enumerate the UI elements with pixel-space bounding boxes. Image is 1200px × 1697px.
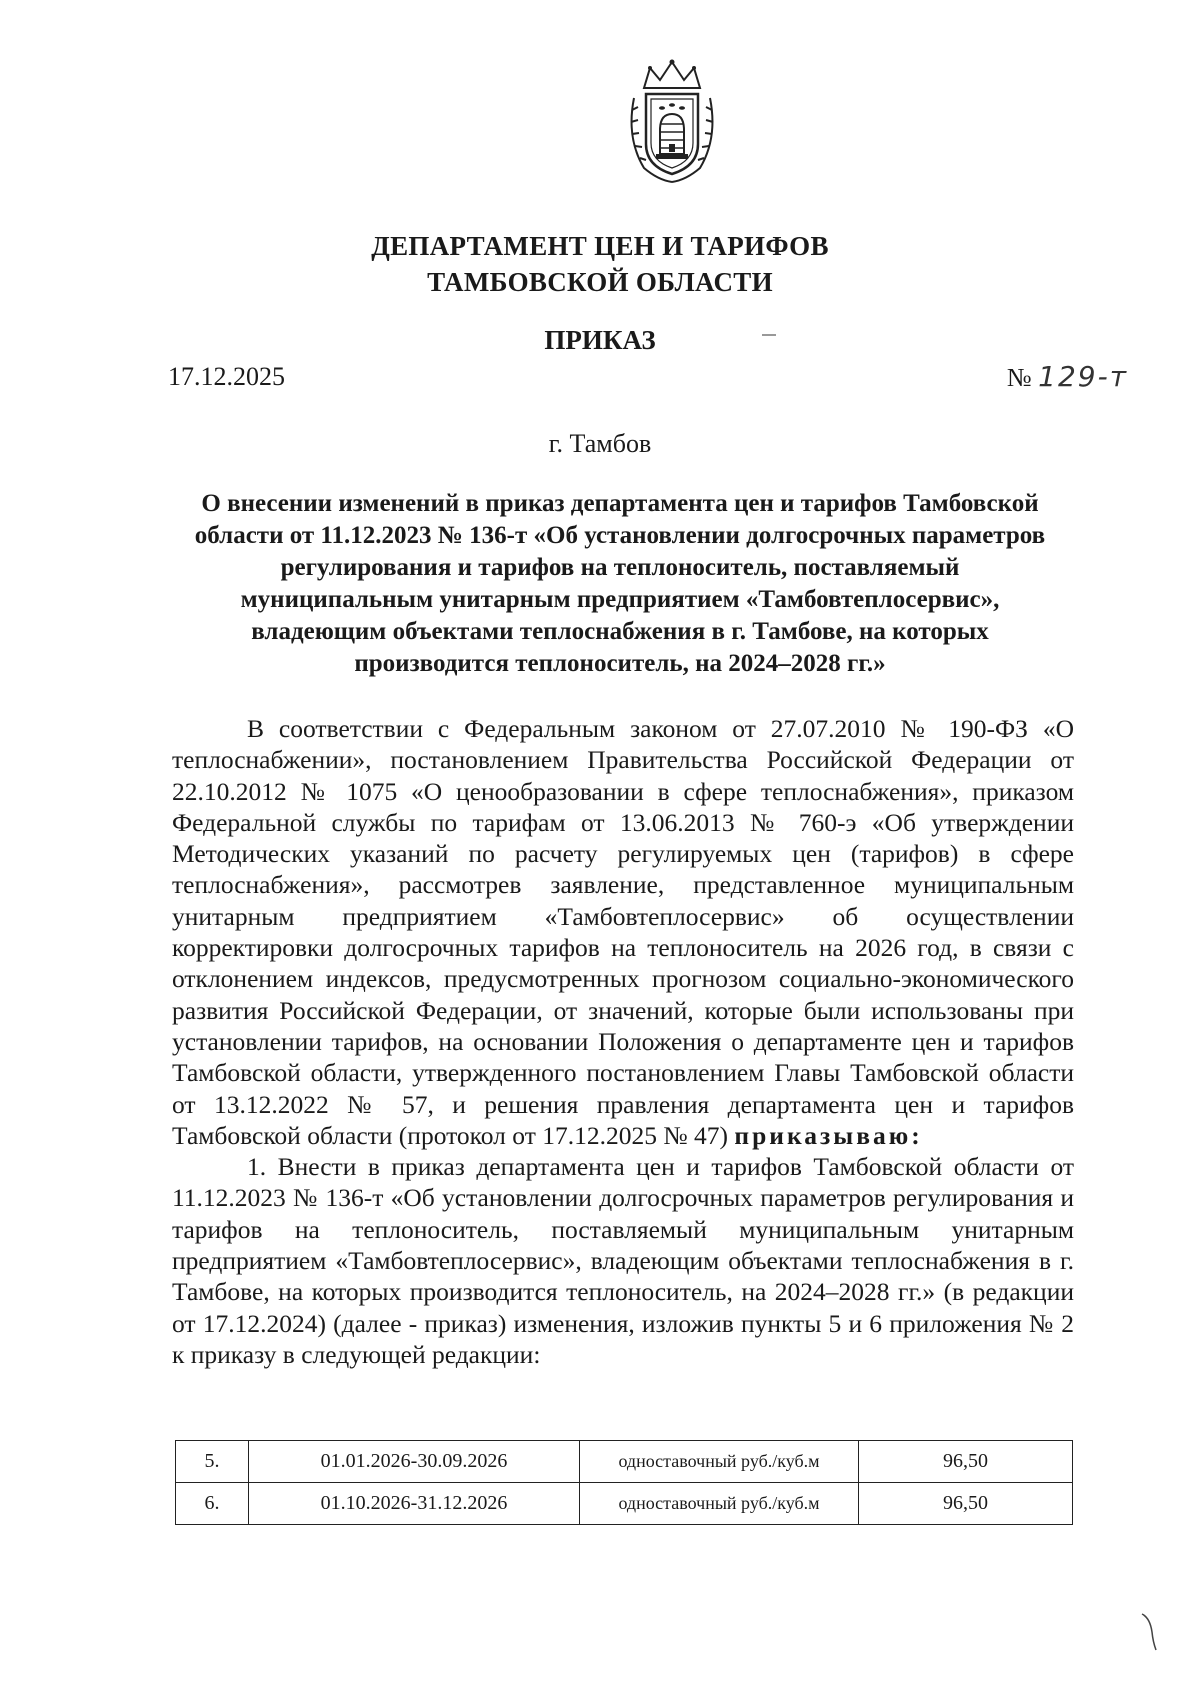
document-date: 17.12.2025 [168, 362, 285, 391]
document-type: ПРИКАЗ [544, 325, 656, 355]
title-line: области от 11.12.2023 № 136-т «Об установлении долгосрочных параметров [194, 522, 1046, 549]
document-title [160, 488, 1080, 680]
title-line: муниципальным унитарным предприятием «Тамбовтеплосервис», [240, 586, 1000, 613]
preamble-text: В соответствии с Федеральным законом от 27.07.2010 № 190-ФЗ «О теплоснабжении», постановлением Правительства Российской Федерации от 22.10.2012 № 1075 «О ценообразовании в сфере теплоснабжения», приказом Федеральной службы по тарифам от 13.06.2013 № 760-э «Об утверждении Методических указаний по расчету регулируемых цен (тарифов) в сфере теплоснабжения», рассмотрев заявление, представленное муниципальным унитарным предприятием «Тамбовтеплосервис» об осуществлении корректировки долгосрочных тарифов на теплоноситель на 2026 год, в связи с отклонением индексов, предусмотренных прогнозом социально-экономического развития Российской Федерации, от значений, которые были использованы при установлении тарифов, на основании Положения о департаменте цен и тарифов Тамбовской области, утвержденного постановлением Главы Тамбовской области от 13.12.2022 № 57, и решения правления департамента цен и тарифов Тамбовской области (протокол от 17.12.2025 № 47) [172, 714, 1074, 1150]
title-line: владеющим объектами теплоснабжения в г. Тамбове, на которых [251, 618, 989, 645]
row-number: 5. [176, 1441, 249, 1483]
preamble-paragraph [172, 713, 1074, 1151]
document-body [172, 713, 1074, 1370]
row-value: 96,50 [859, 1483, 1073, 1525]
stray-mark [762, 334, 776, 336]
number-prefix: № [1006, 363, 1032, 392]
coat-of-arms-emblem [622, 58, 722, 184]
department-name-line2: ТАМБОВСКОЙ ОБЛАСТИ [427, 267, 773, 297]
row-period: 01.01.2026-30.09.2026 [249, 1441, 580, 1483]
order-directive: приказываю: [734, 1120, 923, 1150]
row-period: 01.10.2026-31.12.2026 [249, 1483, 580, 1525]
document-city: г. Тамбов [548, 429, 652, 458]
row-number: 6. [176, 1483, 249, 1525]
title-line: регулирования и тарифов на теплоноситель, поставляемый [280, 554, 960, 581]
row-tariff-type: одноставочный руб./куб.м [580, 1483, 859, 1525]
row-tariff-type: одноставочный руб./куб.м [580, 1441, 859, 1483]
title-line: О внесении изменений в приказ департамента цен и тарифов Тамбовской [201, 490, 1039, 517]
handwritten-number: 129-т [1038, 360, 1128, 393]
document-number [1007, 360, 1128, 393]
title-line: производится теплоноситель, на 2024–2028 гг.» [354, 650, 886, 677]
tariff-table [175, 1440, 1073, 1525]
department-name-line1: ДЕПАРТАМЕНТ ЦЕН И ТАРИФОВ [371, 231, 829, 261]
row-value: 96,50 [859, 1441, 1073, 1483]
table-row [176, 1483, 1073, 1525]
item-1-paragraph: 1. Внести в приказ департамента цен и тарифов Тамбовской области от 11.12.2023 № 136-т «Об установлении долгосрочных параметров регулирования и тарифов на теплоноситель, поставляемый муниципальным унитарным предприятием «Тамбовтеплосервис», владеющим объектами теплоснабжения в г. Тамбове, на которых производится теплоноситель, на 2024–2028 гг.» (в редакции от 17.12.2024) (далее - приказ) изменения, изложив пункты 5 и 6 приложения № 2 к приказу в следующей редакции: [172, 1152, 1074, 1369]
table-row [176, 1441, 1073, 1483]
scan-artifact-mark [1140, 1612, 1160, 1652]
